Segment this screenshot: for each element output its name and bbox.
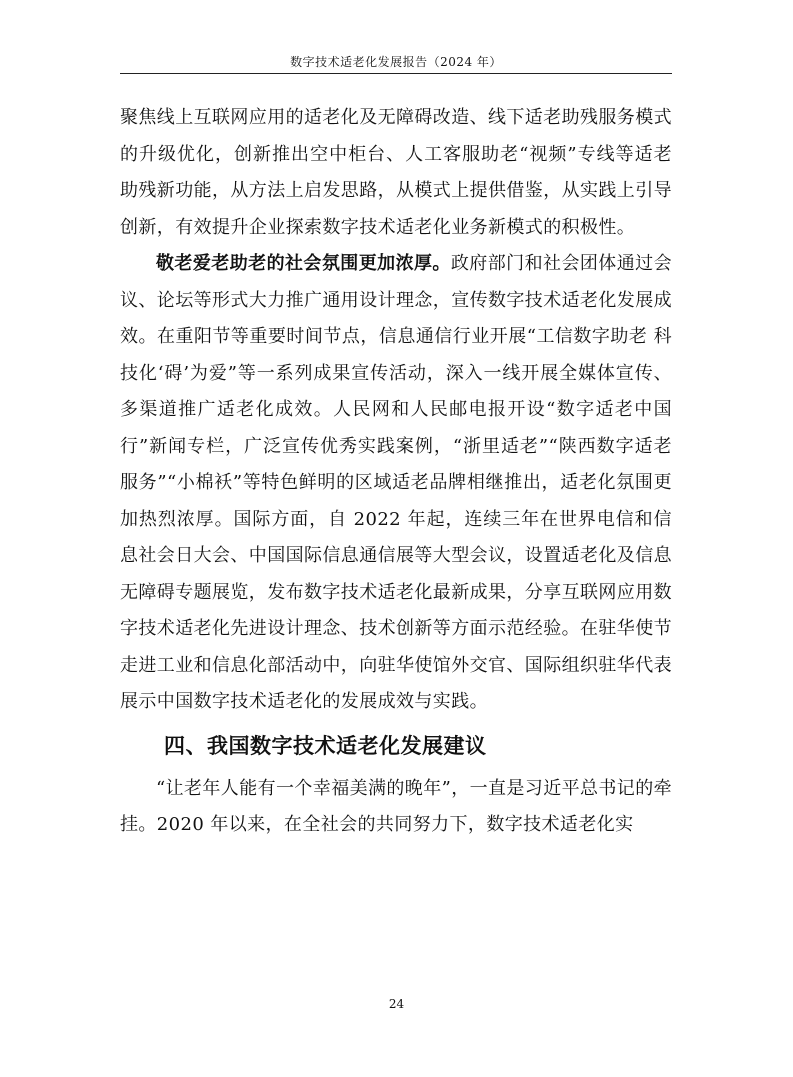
page-number: 24 (388, 997, 405, 1011)
header-divider (120, 73, 672, 74)
paragraph-continuation: 聚焦线上互联网应用的适老化及无障碍改造、线下适老助残服务模式的升级优化，创新推出空中柜台、人工客服助老“视频”专线等适老助残新功能，从方法上启发思路，从模式上提供借鉴，从实践上引导创新，有效提升企业探索数字技术适老化业务新模式的积极性。 (120, 107, 672, 238)
paragraph-social-atmosphere (120, 246, 672, 721)
paragraph-lead-heading: 敬老爱老助老的社会氛围更加浓厚。 (156, 253, 451, 274)
section-heading: 四、我国数字技术适老化发展建议 (164, 733, 487, 758)
running-header: 数字技术适老化发展报告（2024 年） (290, 55, 502, 69)
paragraph-body: 政府部门和社会团体通过会议、论坛等形式大力推广通用设计理念，宣传数字技术适老化发展成效。在重阳节等重要时间节点，信息通信行业开展“工信数字助老 科技化‘碍’为爱”等一系列成果宣传活动，深入一线开展全媒体宣传、多渠道推广适老化成效。人民网和人民邮电报开设“数字适老中国行”新闻专栏，广泛宣传优秀实践案例，“浙里适老”“陕西数字适老服务”“小棉袄”等特色鲜明的区域适老品牌相继推出，适老化氛围更加热烈浓厚。国际方面，自 2022 年起，连续三年在世界电信和信息社会日大会、中国国际信息通信展等大型会议，设置适老化及信息无障碍专题展览，发布数字技术适老化最新成果，分享互联网应用数字技术适老化先进设计理念、技术创新等方面示范经验。在驻华使节走进工业和信息化部活动中，向驻华使馆外交官、国际组织驻华代表展示中国数字技术适老化的发展成效与实践。 (120, 253, 672, 712)
paragraph-intro: “让老年人能有一个幸福美满的晚年”，一直是习近平总书记的牵挂。2020 年以来，在全社会的共同努力下，数字技术适老化实 (120, 777, 673, 835)
body-text (120, 100, 672, 844)
